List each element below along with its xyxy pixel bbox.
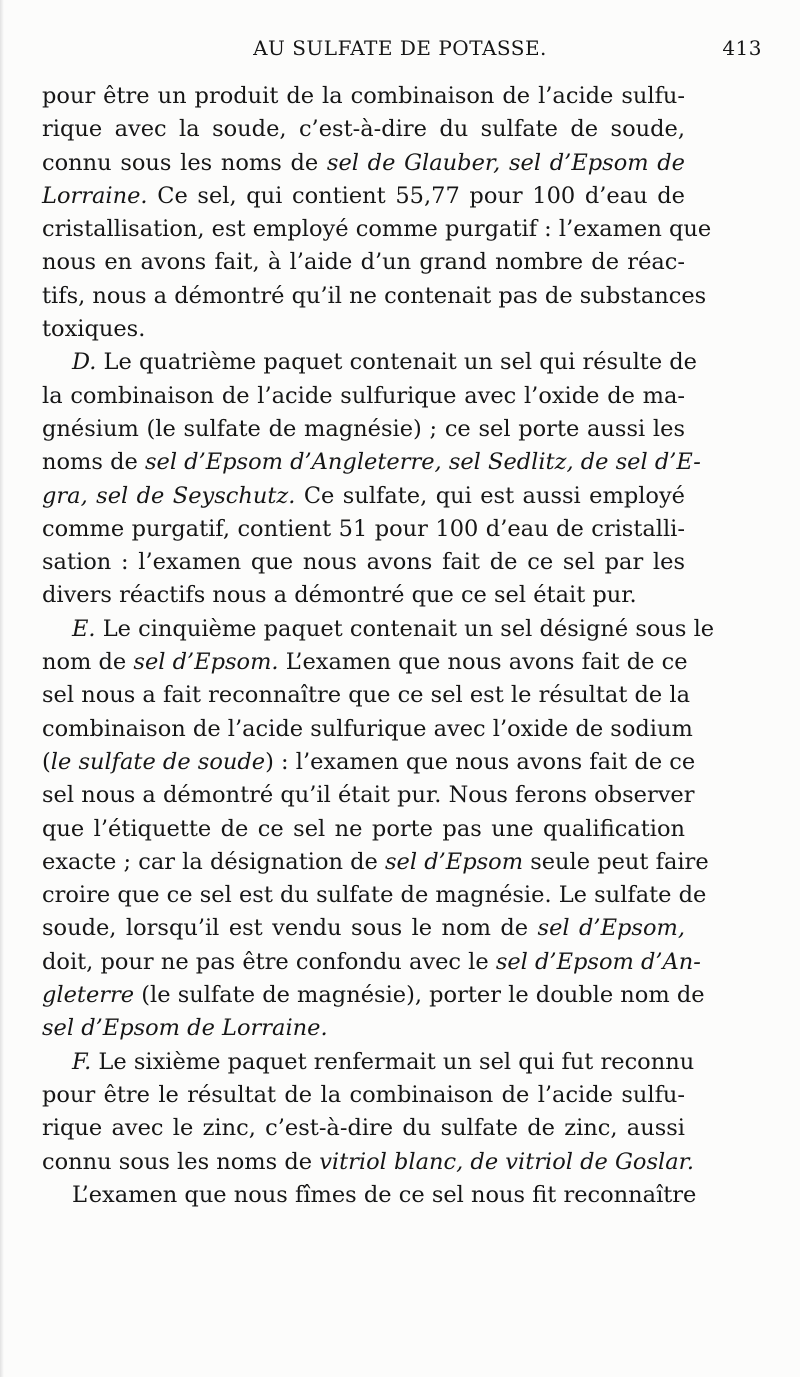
text-line xyxy=(42,80,685,113)
body-text xyxy=(42,80,715,1212)
text-run: pour être un produit de la combinaison de l’acide sulfu- xyxy=(42,83,685,109)
italic-text-run: sel d’Epsom, xyxy=(537,915,685,942)
text-run: nom de xyxy=(42,649,134,676)
text-run: noms de xyxy=(42,449,145,476)
text-run: Le cinquième paquet contenait un sel désigné sous le xyxy=(95,615,715,642)
text-run: doit, pour ne pas être confondu avec le xyxy=(42,948,496,975)
text-run: soude, lorsqu’il est vendu sous le nom de xyxy=(42,915,538,942)
italic-text-run: gleterre xyxy=(42,982,135,1009)
italic-text-run: sel d’Epsom d’Angleterre, sel Sedlitz, de sel d’E- xyxy=(144,449,701,476)
page-number: 413 xyxy=(722,36,762,60)
italic-text-run: F. xyxy=(72,1048,92,1075)
text-run: (le sulfate de magnésie), porter le double nom de xyxy=(134,982,705,1009)
text-run: rique avec le zinc, c’est-à-dire du sulfate de zinc, aussi xyxy=(42,1115,685,1142)
paragraph-end-line xyxy=(42,313,685,346)
italic-text-run: vitriol blanc, de vitriol de Goslar. xyxy=(319,1148,695,1175)
running-head xyxy=(0,32,800,64)
text-line xyxy=(42,713,693,746)
running-title: AU SULFATE DE POTASSE. xyxy=(253,36,547,60)
text-run: Le sixième paquet renfermait un sel qui fut reconnu xyxy=(91,1048,695,1075)
italic-text-run: sel d’Epsom de Lorraine. xyxy=(42,1015,328,1042)
paragraph-start-line xyxy=(42,1179,697,1212)
text-line xyxy=(42,446,701,479)
text-run: Ce sulfate, qui est aussi employé xyxy=(295,482,685,509)
text-run: connu sous les noms de xyxy=(42,1148,320,1175)
italic-text-run: sel de Glauber, sel d’Epsom de xyxy=(326,149,685,176)
text-run: toxiques. xyxy=(42,316,146,343)
paragraph-start-line xyxy=(42,346,698,379)
paragraph-end-line xyxy=(42,579,685,612)
paragraph-end-line xyxy=(42,1146,695,1179)
text-run: sel nous a fait reconnaître que ce sel est le résultat de la xyxy=(42,682,691,709)
text-run: rique avec la soude, c’est-à-dire du sulfate de soude, xyxy=(42,116,685,143)
text-run: croire que ce sel est du sulfate de magnésie. Le sulfate de xyxy=(42,882,707,909)
text-run: seule peut faire xyxy=(523,848,709,875)
text-line xyxy=(42,846,709,879)
text-line xyxy=(42,679,691,712)
italic-text-run: sel d’Epsom xyxy=(385,848,524,875)
text-run: Le quatrième paquet contenait un sel qui résulte de xyxy=(96,349,698,376)
italic-text-run: Lorraine. xyxy=(42,182,148,209)
italic-text-run: le sulfate de soude xyxy=(50,748,266,775)
text-line xyxy=(42,413,685,446)
text-run: combinaison de l’acide sulfurique avec l’oxide de sodium xyxy=(42,715,693,742)
text-line xyxy=(42,147,685,180)
text-line xyxy=(42,746,696,779)
text-line xyxy=(42,180,685,213)
text-line xyxy=(42,546,685,579)
text-line xyxy=(42,1112,685,1145)
text-run: gnésium (le sulfate de magnésie) ; ce sel porte aussi les xyxy=(42,415,685,442)
text-line xyxy=(42,646,688,679)
text-line xyxy=(42,979,705,1012)
italic-text-run: D. xyxy=(72,349,97,376)
text-line xyxy=(42,513,685,546)
text-run: L’examen que nous fîmes de ce sel nous fit reconnaître xyxy=(72,1181,697,1208)
paragraph-start-line xyxy=(42,1046,695,1079)
text-run: sation : l’examen que nous avons fait de ce sel par les xyxy=(42,549,685,576)
paragraph-start-line xyxy=(42,613,715,646)
text-run: cristallisation, est employé comme purgatif : l’examen que xyxy=(42,216,712,243)
text-line xyxy=(42,813,685,846)
text-run: divers réactifs nous a démontré que ce sel était pur. xyxy=(42,582,637,609)
text-line xyxy=(42,879,707,912)
text-line xyxy=(42,213,712,246)
text-run: Ce sel, qui contient 55,77 pour 100 d’eau de xyxy=(147,182,685,209)
text-run: la combinaison de l’acide sulfurique avec l’oxide de ma- xyxy=(42,382,685,409)
text-line xyxy=(42,1079,685,1112)
text-run: ) : l’examen que nous avons fait de ce xyxy=(265,748,696,775)
italic-text-run: sel d’Epsom d’An- xyxy=(495,948,701,975)
text-line xyxy=(42,779,695,812)
text-run: L’examen que nous avons fait de ce xyxy=(278,649,688,676)
text-run: exacte ; car la désignation de xyxy=(42,848,386,875)
text-line xyxy=(42,912,685,945)
italic-text-run: E. xyxy=(72,615,96,642)
text-run: nous en avons fait, à l’aide d’un grand nombre de réac- xyxy=(42,249,685,276)
text-run: comme purgatif, contient 51 pour 100 d’eau de cristalli- xyxy=(42,515,685,542)
text-line xyxy=(42,280,707,313)
text-line xyxy=(42,246,685,279)
text-run: que l’étiquette de ce sel ne porte pas une qualification xyxy=(42,815,685,842)
text-run: ( xyxy=(42,748,51,775)
italic-text-run: gra, sel de Seyschutz. xyxy=(42,482,296,509)
italic-text-run: sel d’Epsom. xyxy=(133,649,279,676)
page-edge-shadow xyxy=(0,0,4,1377)
text-line xyxy=(42,946,701,979)
text-run: sel nous a démontré qu’il était pur. Nous ferons observer xyxy=(42,782,695,809)
text-line xyxy=(42,380,685,413)
text-line xyxy=(42,113,685,146)
text-run: connu sous les noms de xyxy=(42,149,327,176)
text-run: tifs, nous a démontré qu’il ne contenait pas de substances xyxy=(42,282,707,309)
paragraph-end-line xyxy=(42,1012,685,1045)
text-run: pour être le résultat de la combinaison de l’acide sulfu- xyxy=(42,1081,685,1108)
text-line xyxy=(42,480,685,513)
